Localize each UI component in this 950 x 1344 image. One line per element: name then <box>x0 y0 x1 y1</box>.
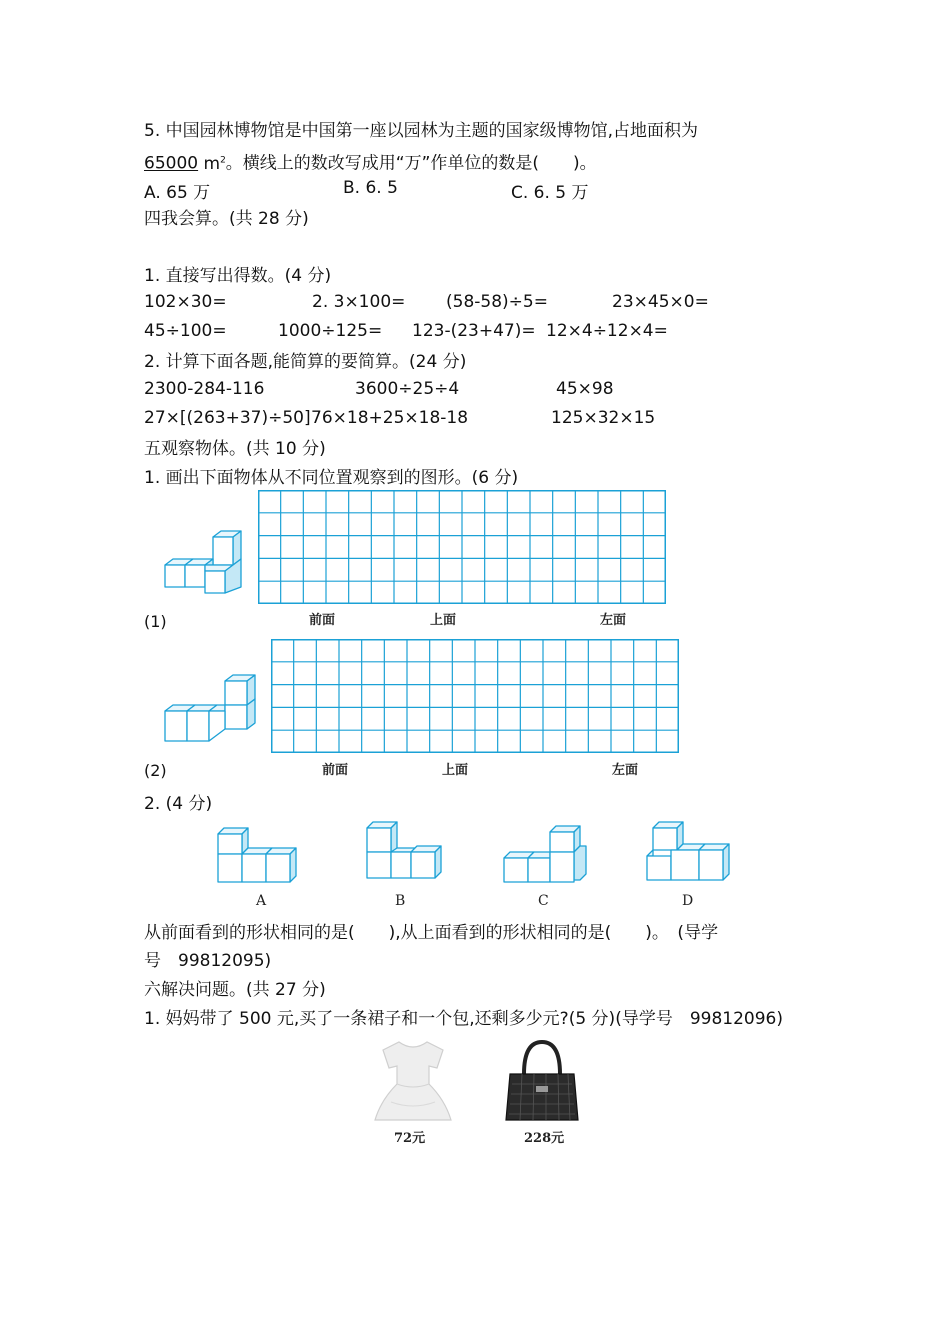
q5-option-b: B. 6. 5 <box>343 178 398 198</box>
part1-label: (1) <box>144 612 167 631</box>
calc-7: 123-(23+47)= <box>412 321 536 341</box>
calc-12: 27×[(263+37)÷50] <box>144 408 311 428</box>
s5-q2-title: 2. (4 分) <box>144 794 213 814</box>
s5-q2-question: 从前面看到的形状相同的是( ),从上面看到的形状相同的是( )。 (导学 <box>144 923 719 943</box>
part2-label: (2) <box>144 761 167 780</box>
bag-image <box>502 1040 582 1124</box>
calc-8: 12×4÷12×4= <box>546 321 668 341</box>
calc-13: 76×18+25×18-18 <box>311 408 469 428</box>
cube-figure-d <box>645 820 735 884</box>
calc-9: 2300-284-116 <box>144 379 265 399</box>
calc-2: 2. 3×100= <box>312 292 406 312</box>
q5-unit: $m^2$ <box>203 153 226 174</box>
grid1-label-top: 上面 <box>430 613 457 628</box>
figure-letter-c: C <box>538 893 549 909</box>
q5-option-a: A. 65 万 <box>144 183 211 203</box>
dress-price: 72元 <box>394 1131 426 1146</box>
calc-6: 1000÷125= <box>278 321 383 341</box>
calc-5: 45÷100= <box>144 321 227 341</box>
calc-1: 102×30= <box>144 292 227 312</box>
bag-price: 228元 <box>524 1131 565 1146</box>
section5-title: 五观察物体。(共 10 分) <box>144 439 326 459</box>
section6-title: 六解决问题。(共 27 分) <box>144 980 326 1000</box>
calc-11: 45×98 <box>556 379 614 399</box>
cube-figure-c <box>502 824 592 884</box>
s4-q2-title: 2. 计算下面各题,能简算的要简算。(24 分) <box>144 352 467 372</box>
cube-figure-1 <box>163 531 243 593</box>
q5-number: 65000 <box>144 153 199 174</box>
section4-title: 四我会算。(共 28 分) <box>144 209 309 229</box>
q5-line1: 5. 中国园林博物馆是中国第一座以园林为主题的国家级博物馆,占地面积为 <box>144 121 699 141</box>
grid2-label-left: 左面 <box>612 763 639 778</box>
q5-option-c: C. 6. 5 万 <box>511 183 589 203</box>
dress-image <box>371 1040 455 1124</box>
grid2-label-top: 上面 <box>442 763 469 778</box>
s6-q1-title: 1. 妈妈带了 500 元,买了一条裙子和一个包,还剩多少元?(5 分)(导学号 99812096) <box>144 1009 783 1029</box>
s5-q1-title: 1. 画出下面物体从不同位置观察到的图形。(6 分) <box>144 468 519 488</box>
q5-line2 <box>144 148 597 176</box>
drawing-grid-1 <box>258 490 666 604</box>
figure-letter-d: D <box>682 893 694 909</box>
s4-q1-title: 1. 直接写出得数。(4 分) <box>144 266 332 286</box>
calc-14: 125×32×15 <box>551 408 656 428</box>
calc-4: 23×45×0= <box>612 292 709 312</box>
grid1-label-front: 前面 <box>309 613 336 628</box>
q5-line2-rest: 。横线上的数改写成用“万”作单位的数是( )。 <box>225 153 597 174</box>
figure-letter-a: A <box>256 893 267 909</box>
calc-3: (58-58)÷5= <box>446 292 548 312</box>
drawing-grid-2 <box>271 639 679 753</box>
cube-figure-2 <box>163 672 259 744</box>
figure-letter-b: B <box>395 893 406 909</box>
cube-figure-b <box>365 820 445 882</box>
s5-q2-question-cont: 号 99812095) <box>144 951 272 971</box>
cube-figure-a <box>216 826 306 884</box>
grid2-label-front: 前面 <box>322 763 349 778</box>
calc-10: 3600÷25÷4 <box>355 379 460 399</box>
grid1-label-left: 左面 <box>600 613 627 628</box>
